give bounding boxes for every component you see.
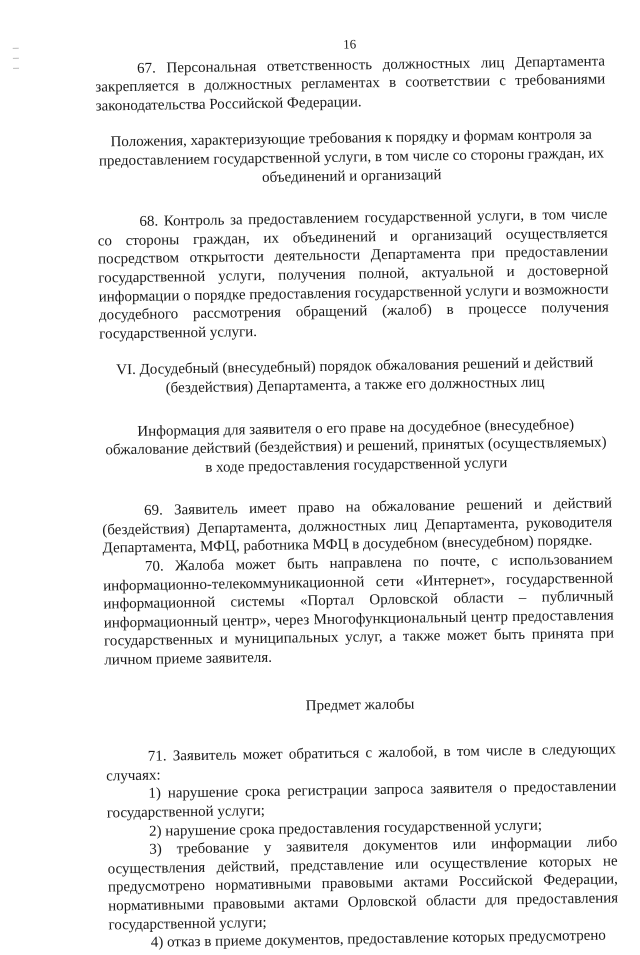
- heading-control-requirements: Положения, характеризующие требования к порядку и формам контроля за предоставлением государственной услуги, в том числе со стороны граждан, их объединений и организаций: [98, 127, 605, 186]
- list-item-2: 2) нарушение срока предоставления государственной услуги;: [148, 817, 543, 840]
- paragraph-69: 69. Заявитель имеет право на обжалование решений и действий (бездействия) Департамента, должностных лиц Департамента, руководителя Департамента, МФЦ, работника МФЦ в досудебном (внесудебном) порядке.: [102, 495, 613, 557]
- heading-applicant-info: Информация для заявителя о его праве на досудебное (внесудебное) обжалование действий (бездействия) и решений, принятых (осуществляемых) в ходе предоставления государственной услуги: [105, 416, 607, 476]
- paragraph-68: 68. Контроль за предоставлением государственной услуги, в том числе со стороны граждан, их объединений и организаций осуществляется посредством открытости деятельности Департамента при предоставлении государственной услуги, получения полной, актуальной и достоверной информации о порядке предоставления государственной услуги и возможности досудебного рассмотрения обращений (жалоб) в процессе получения государственной услуги.: [97, 206, 609, 343]
- paragraph-70: 70. Жалоба может быть направлена по почте, с использованием информационно-телекоммуникационной сети «Интернет», государственной информационной системы «Портал Орловской области – публичный информационный центр», через Многофункциональный центр предоставления государственных и муниципальных услуг, а также может быть принята при личном приеме заявителя.: [103, 551, 615, 669]
- list-item-1: 1) нарушение срока регистрации запроса заявителя о предоставлении государственной услуги;: [106, 778, 617, 822]
- list-item-4: 4) отказ в приеме документов, предоставление которых предусмотрено: [150, 927, 606, 951]
- paragraph-67: 67. Персональная ответственность должностных лиц Департамента закрепляется в должностных регламентах в соответствии с требованиями законодательства Российской Федерации.: [95, 53, 606, 115]
- heading-complaint-subject: Предмет жалобы: [305, 696, 415, 714]
- page-number: 16: [343, 36, 357, 52]
- paragraph-71: 71. Заявитель может обратиться с жалобой, в том числе в следующих случаях:: [106, 741, 616, 785]
- section-6-heading: VI. Досудебный (внесудебный) порядок обжалования решений и действий (бездействия) Департамента, а также его должностных лиц: [116, 355, 594, 397]
- margin-marks: [13, 39, 24, 89]
- list-item-3: 3) требование у заявителя документов или информации либо осуществления действий, представление или осуществление которых не предусмотрено нормативными правовыми актами Российской Федерации, нормативными правовыми актами Орловской области для предоставления государственной услуги;: [107, 834, 619, 933]
